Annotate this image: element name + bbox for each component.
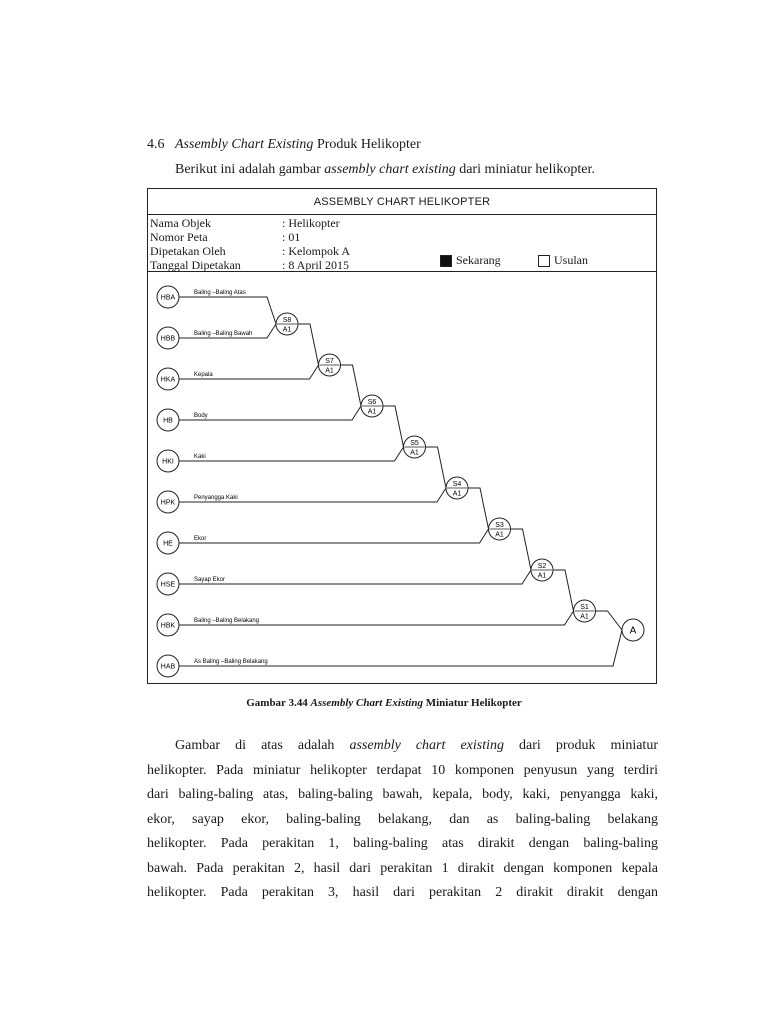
- component-label: Ekor: [194, 536, 207, 542]
- component-code: HKA: [160, 376, 176, 384]
- intro-sentence: [175, 162, 595, 178]
- legend-proposed-box: [538, 255, 550, 267]
- station-code: S7: [325, 358, 334, 365]
- component-label: As Baling –Baling Belakang: [194, 659, 268, 665]
- component-code: HKI: [162, 458, 174, 466]
- info-value: : 01: [282, 230, 301, 244]
- component-code: HBK: [160, 622, 176, 630]
- station-connector: [468, 488, 489, 529]
- station-operation: A1: [367, 408, 377, 416]
- component-code: HPK: [160, 499, 176, 507]
- component-label: Penyangga Kaki: [194, 495, 238, 501]
- station-operation: A1: [325, 367, 334, 375]
- intro-text-italic: assembly chart existing: [324, 162, 456, 177]
- station-code: S6: [367, 399, 377, 406]
- station-connector: [298, 324, 319, 365]
- component-label: Body: [194, 413, 208, 419]
- section-title-rest: Produk Helikopter: [316, 137, 421, 152]
- legend-current-box: [440, 255, 452, 267]
- chart-title: ASSEMBLY CHART HELIKOPTER: [148, 189, 656, 215]
- body-paragraph: [147, 734, 658, 906]
- component-line: [179, 297, 276, 324]
- info-label: Nomor Peta: [150, 230, 208, 244]
- info-label: Dipetakan Oleh: [150, 244, 226, 258]
- section-heading: [147, 137, 421, 153]
- paragraph-line: helikopter. Pada miniatur helikopter terdapat 10 komponen penyusun yang terdiri: [147, 762, 658, 778]
- station-operation: A1: [580, 613, 589, 621]
- figure-caption: [0, 697, 768, 709]
- section-number: 4.6: [147, 137, 165, 152]
- station-code: S3: [495, 522, 504, 529]
- component-label: Baling –Baling Atas: [194, 290, 246, 296]
- caption-suffix: Miniatur Helikopter: [422, 697, 522, 709]
- info-value: : Helikopter: [282, 216, 340, 230]
- assembly-tree-diagram: [147, 271, 657, 683]
- station-code: S5: [410, 440, 419, 447]
- station-connector: [553, 570, 574, 611]
- caption-prefix: Gambar 3.44: [246, 697, 311, 709]
- station-connector: [341, 365, 362, 406]
- info-value: : 8 April 2015: [282, 258, 350, 272]
- station-operation: A1: [282, 326, 292, 334]
- info-value: : Kelompok A: [282, 244, 350, 258]
- paragraph-line: dari baling-baling atas, baling-baling bawah, kepala, body, kaki, penyangga kaki,: [147, 787, 658, 802]
- paragraph-line: ekor, sayap ekor, baling-baling belakang, dan as baling-baling belakang: [147, 811, 658, 827]
- paragraph-line: [147, 734, 658, 759]
- station-connector: [426, 447, 447, 488]
- component-label: Sayap Ekor: [194, 577, 226, 583]
- station-code: S4: [452, 481, 462, 488]
- intro-text-after: dari miniatur helikopter.: [455, 162, 595, 177]
- component-label: Kepala: [194, 372, 213, 378]
- component-code: HBA: [160, 294, 176, 302]
- component-code: HSE: [160, 581, 176, 589]
- legend-current-label: Sekarang: [456, 253, 501, 267]
- section-title-italic: Assembly Chart Existing: [175, 137, 314, 152]
- station-code: S1: [580, 604, 589, 611]
- component-line: [179, 447, 404, 461]
- component-label: Kaki: [194, 454, 206, 460]
- station-operation: A1: [410, 449, 419, 457]
- component-line: [179, 529, 489, 543]
- station-connector: [511, 529, 532, 570]
- component-code: HBB: [160, 335, 176, 343]
- station-connector: [596, 611, 623, 630]
- paragraph-line: bawah. Pada perakitan 2, hasil dari perakitan 1 dirakit dengan komponen kepala: [147, 860, 658, 876]
- station-operation: A1: [452, 490, 462, 498]
- component-code: HE: [163, 540, 173, 548]
- paragraph-line: helikopter. Pada perakitan 1, baling-baling atas dirakit dengan baling-baling: [147, 836, 658, 851]
- chart-info-block: [148, 215, 656, 272]
- intro-text-before: Berikut ini adalah gambar: [175, 162, 325, 177]
- station-code: S8: [282, 317, 292, 324]
- station-operation: A1: [495, 531, 504, 539]
- component-label: Baling –Baling Bawah: [194, 331, 253, 337]
- component-code: HAB: [160, 663, 176, 671]
- paragraph-text: Gambar di atas adalah: [175, 738, 350, 753]
- component-line: [179, 570, 531, 584]
- caption-italic: Assembly Chart Existing: [310, 697, 423, 709]
- paragraph-text: dari produk miniatur: [503, 738, 658, 753]
- station-code: S2: [537, 563, 547, 570]
- component-label: Baling –Baling Belakang: [194, 618, 260, 624]
- info-label: Tanggal Dipetakan: [150, 258, 241, 272]
- station-connector: [383, 406, 404, 447]
- paragraph-line: helikopter. Pada perakitan 3, hasil dari perakitan 2 dirakit dirakit dengan: [147, 885, 658, 900]
- info-label: Nama Objek: [150, 216, 211, 230]
- component-code: HB: [163, 417, 173, 425]
- station-operation: A1: [537, 572, 547, 580]
- paragraph-italic: assembly chart existing: [349, 738, 504, 753]
- final-assembly-label: A: [629, 625, 637, 637]
- legend-proposed-label: Usulan: [554, 253, 588, 267]
